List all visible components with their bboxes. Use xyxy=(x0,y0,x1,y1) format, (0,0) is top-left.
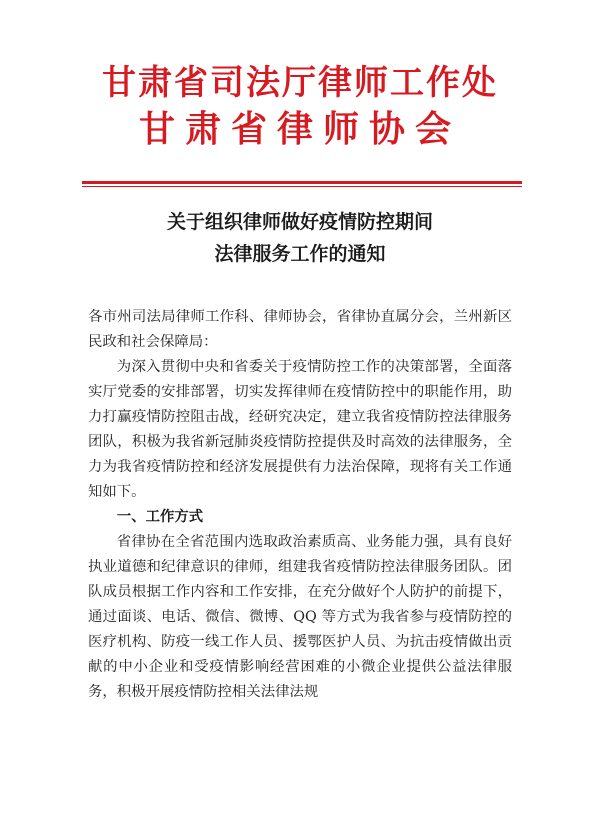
document-body xyxy=(88,305,512,705)
section-heading-1: 一、工作方式 xyxy=(116,509,204,525)
document-title xyxy=(0,206,600,270)
letterhead-issuer-2: 甘肃省律师协会 xyxy=(138,108,461,150)
letterhead-issuer-1: 甘肃省司法厅律师工作处 xyxy=(102,63,498,103)
addressee: 各市州司法局律师工作科、律师协会，省律协直属分会，兰州新区民政和社会保障局： xyxy=(88,309,512,350)
letterhead-rule-thin xyxy=(82,186,522,187)
section-paragraph-1: 省律协在全省范围内选取政治素质高、业务能力强，具有良好执业道德和纪律意识的律师，组建我省疫情防控法律服务团队。团队成员根据工作内容和工作安排，在充分做好个人防护的前提下，通过面谈、电话、微信、微博、QQ 等方式为我省参与疫情防控的医疗机构、防疫一线工作人员、援鄂医护人员、为抗击疫情做出贡献的中小企业和受疫情影响经营困难的小微企业提供公益法律服务，积极开展疫情防控相关法律法规 xyxy=(88,534,512,700)
letterhead-rule-thick xyxy=(82,181,522,184)
letterhead xyxy=(0,62,600,152)
intro-paragraph: 为深入贯彻中央和省委关于疫情防控工作的决策部署，全面落实厅党委的安排部署，切实发挥律师在疫情防控中的职能作用，助力打赢疫情防控阻击战，经研究决定，建立我省疫情防控法律服务团队，积极为我省新冠肺炎疫情防控提供及时高效的法律服务，全力为我省疫情防控和经济发展提供有力法治保障，现将有关工作通知如下。 xyxy=(88,359,512,500)
document-title-line-2: 法律服务工作的通知 xyxy=(214,243,386,265)
document-title-line-1: 关于组织律师做好疫情防控期间 xyxy=(166,211,433,233)
